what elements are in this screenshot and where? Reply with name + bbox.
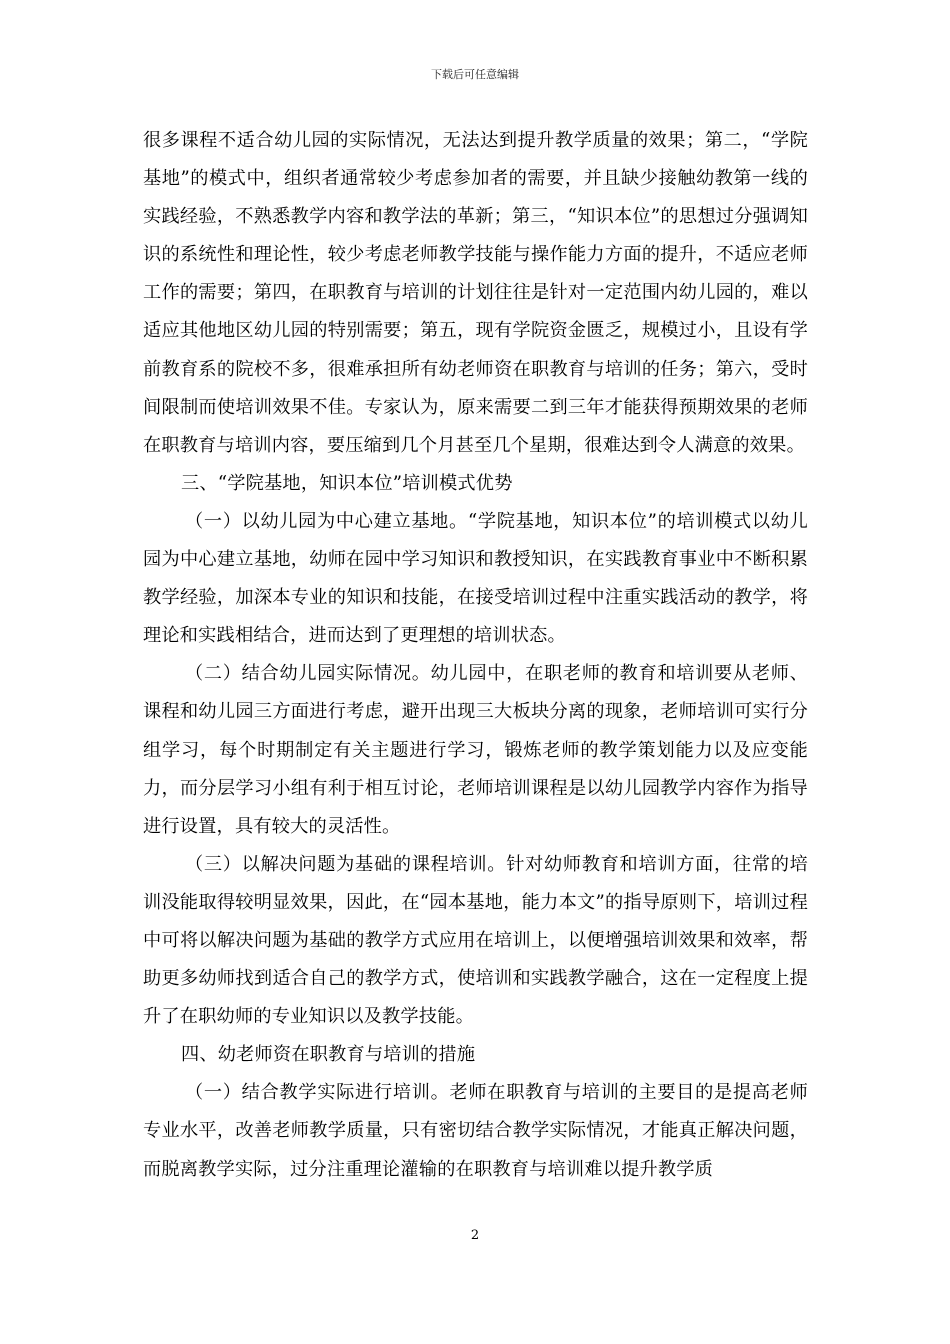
page-number: 2 xyxy=(470,1228,480,1243)
section-heading-4: 四、幼老师资在职教育与培训的措施 xyxy=(181,1044,476,1066)
paragraph-3-3: （三）以解决问题为基础的课程培训。针对幼师教育和培训方面，往常的培训没能取得较明显效果，因此，在“园本基地，能力本文”的指导原则下，培训过程中可将以解决问题为基础的教学方式应用在培训上，以便增强培训效果和效率，帮助更多幼师找到适合自己的教学方式，使培训和实践教学融合，这在一定程度上提升了在职幼师的专业知识以及教学技能。 xyxy=(143,853,808,1028)
paragraph-3-2: （二）结合幼儿园实际情况。幼儿园中，在职老师的教育和培训要从老师、课程和幼儿园三方面进行考虑，避开出现三大板块分离的现象，老师培训可实行分组学习，每个时期制定有关主题进行学习，锻炼老师的教学策划能力以及应变能力，而分层学习小组有利于相互讨论，老师培训课程是以幼儿园教学内容作为指导进行设置，具有较大的灵活性。 xyxy=(143,663,808,837)
paragraph-4-1: （一）结合教学实际进行培训。老师在职教育与培训的主要目的是提高老师专业水平，改善老师教学质量，只有密切结合教学实际情况，才能真正解决问题，而脱离教学实际，过分注重理论灌输的在职教育与培训难以提升教学质 xyxy=(143,1082,808,1180)
section-heading-3: 三、“学院基地，知识本位”培训模式优势 xyxy=(181,472,513,494)
page-header: 下载后可任意编辑 xyxy=(431,68,519,81)
paragraph-continuation: 很多课程不适合幼儿园的实际情况，无法达到提升教学质量的效果；第二，“学院基地”的模式中，组织者通常较少考虑参加者的需要，并且缺少接触幼教第一线的实践经验，不熟悉教学内容和教学法的革新；第三，“知识本位”的思想过分强调知识的系统性和理论性，较少考虑老师教学技能与操作能力方面的提升，不适应老师工作的需要；第四，在职教育与培训的计划往往是针对一定范围内幼儿园的，难以适应其他地区幼儿园的特别需要；第五，现有学院资金匮乏，规模过小，且设有学前教育系的院校不多，很难承担所有幼老师资在职教育与培训的任务；第六，受时间限制而使培训效果不佳。专家认为，原来需要二到三年才能获得预期效果的老师在职教育与培训内容，要压缩到几个月甚至几个星期，很难达到令人满意的效果。 xyxy=(143,130,808,456)
paragraph-3-1: （一）以幼儿园为中心建立基地。“学院基地，知识本位”的培训模式以幼儿园为中心建立基地，幼师在园中学习知识和教授知识，在实践教育事业中不断积累教学经验，加深本专业的知识和技能，在接受培训过程中注重实践活动的教学，将理论和实践相结合，进而达到了更理想的培训状态。 xyxy=(143,510,808,647)
document-body xyxy=(143,122,808,1189)
